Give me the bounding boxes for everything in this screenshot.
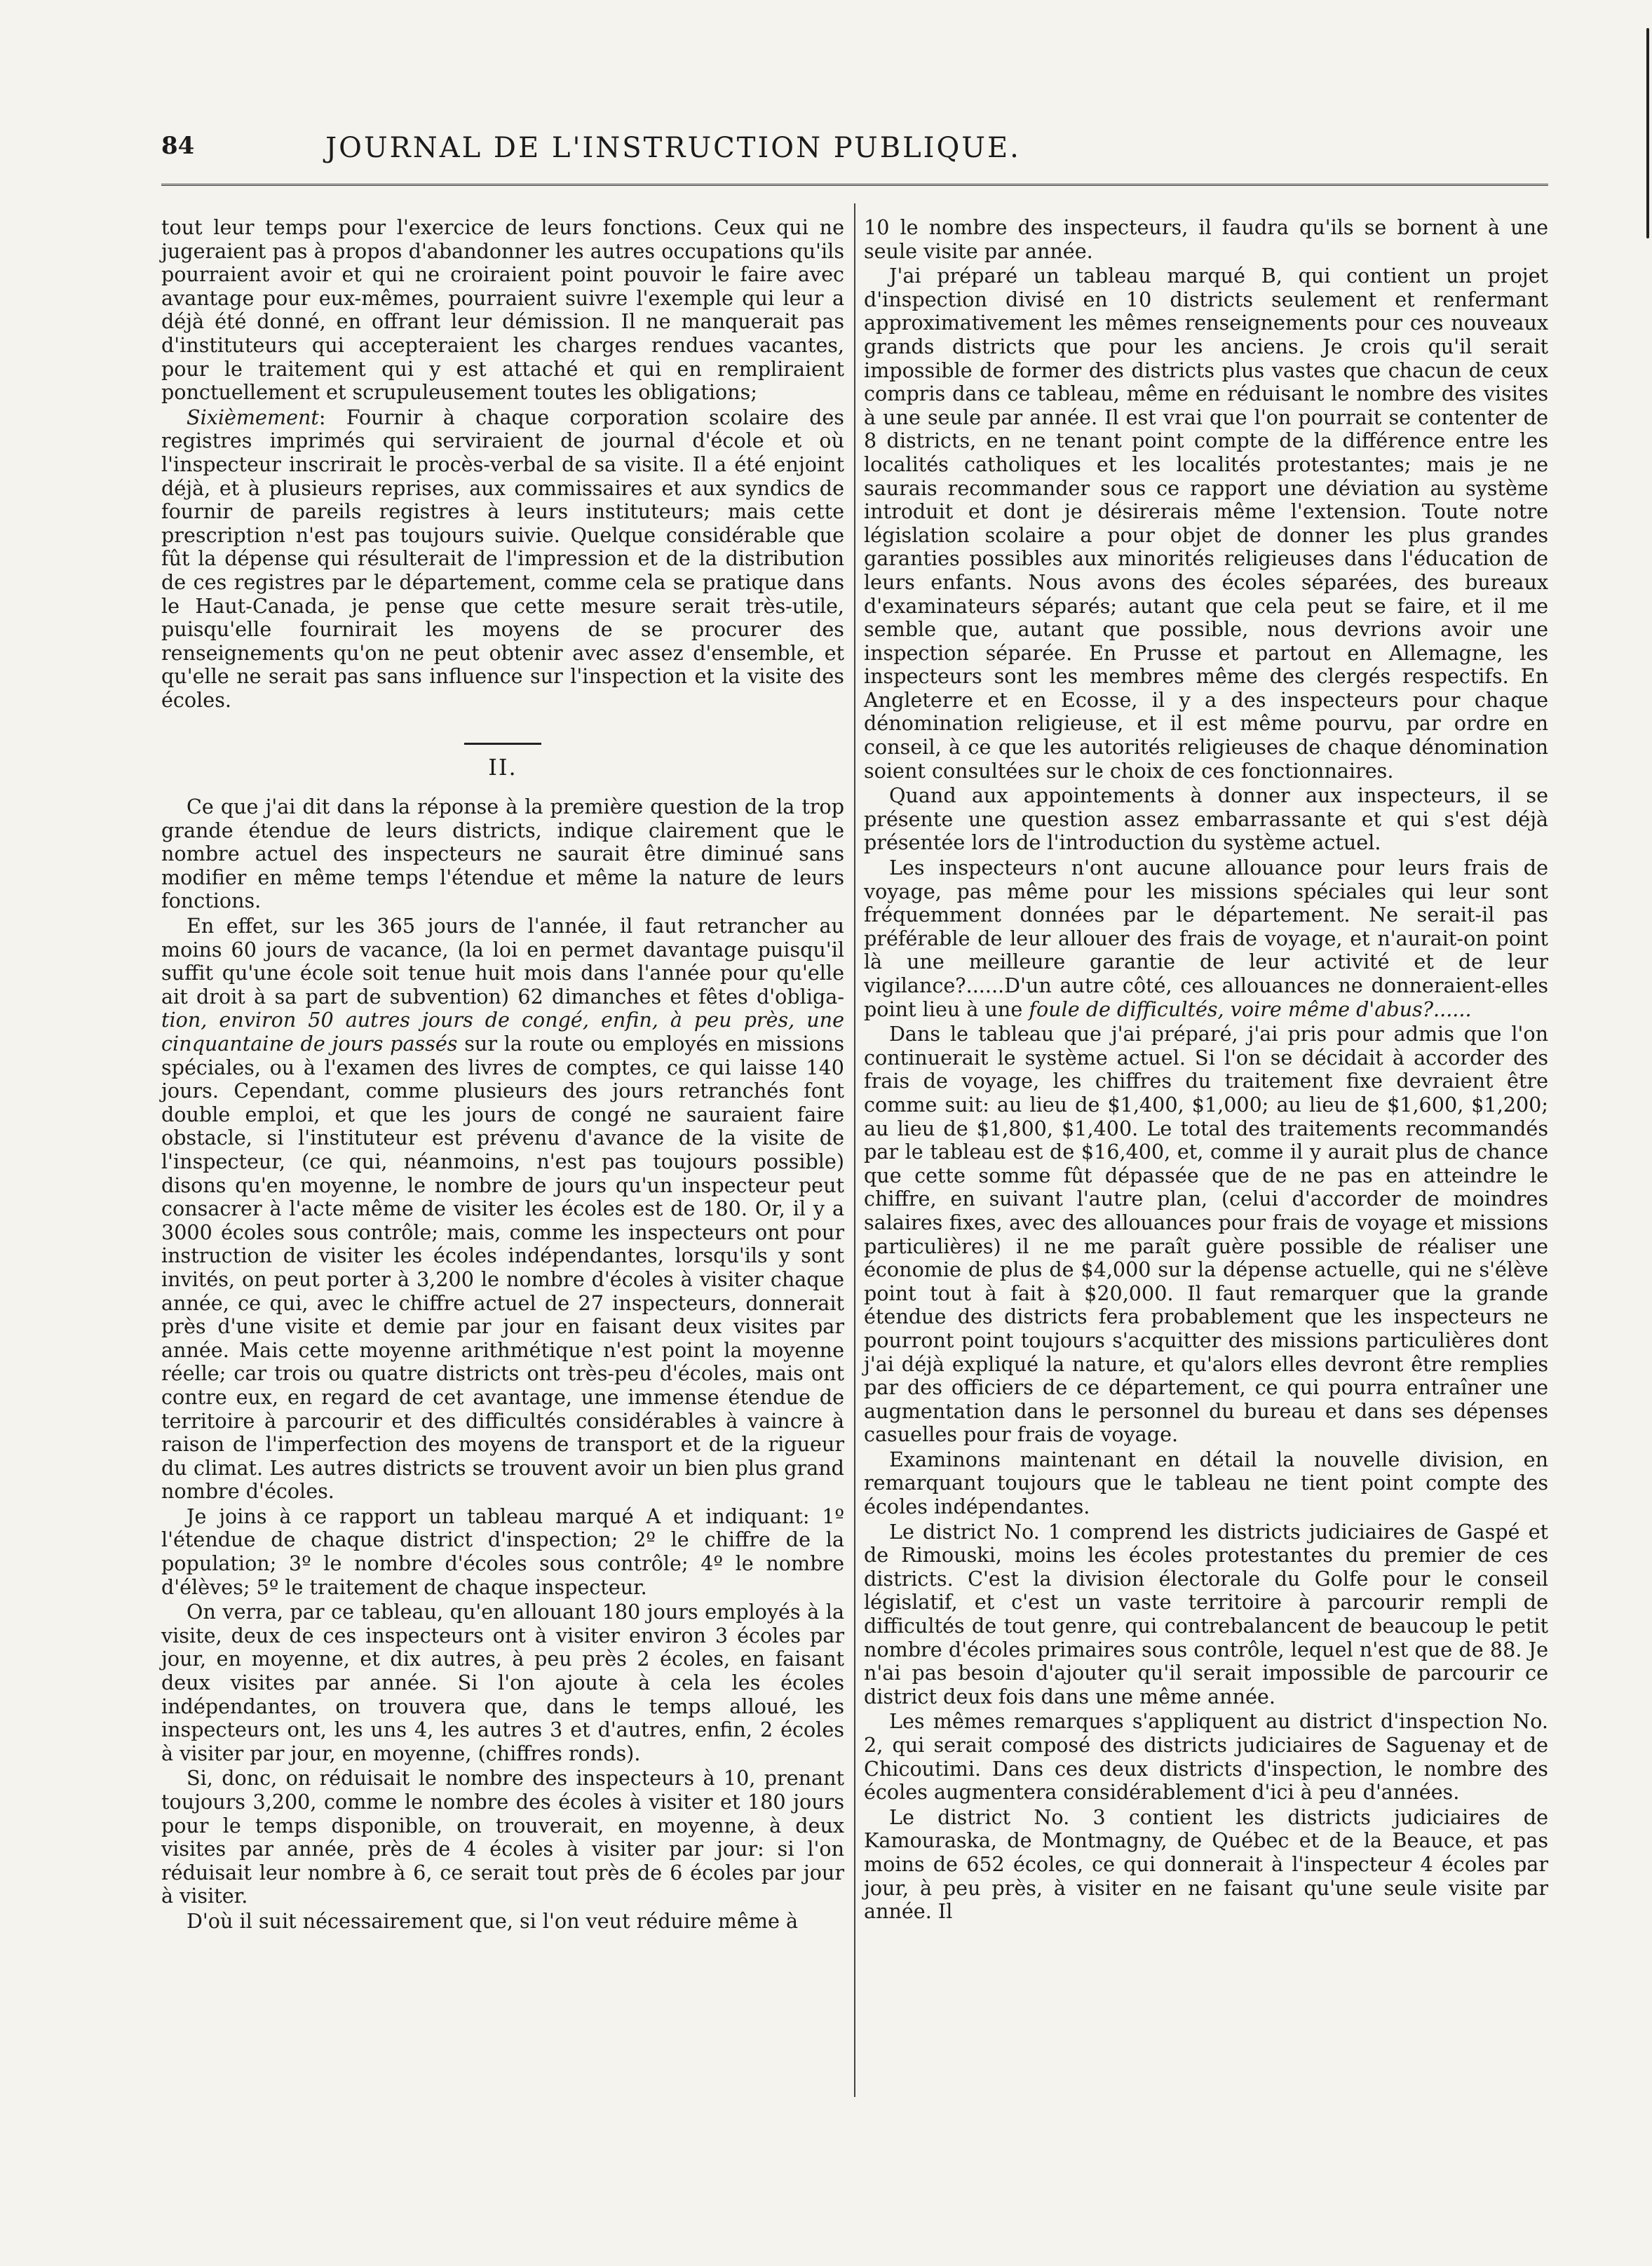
paragraph	[161, 406, 844, 713]
journal-title: JOURNAL DE L'INSTRUCTION PUBLIQUE.	[325, 132, 1021, 164]
paragraph: Examinons maintenant en détail la nouvelle division, en remarquant toujours que le tableau ne tient point compte des écoles indépendantes.	[864, 1447, 1548, 1519]
paragraph: D'où il suit nécessairement que, si l'on veut réduire même à	[187, 1908, 798, 1933]
paragraph: On verra, par ce tableau, qu'en allouant 180 jours employés à la visite, deux de ces inspecteurs ont à visiter environ 3 écoles par jour, en moyenne, et dix autres, à peu près 2 écoles, en faisant deux visites par année. Si l'on ajoute à cela les écoles indépendantes, on trouvera que, dans le temps alloué, les inspecteurs ont, les uns 4, les autres 3 et d'autres, enfin, 2 écoles à visiter par jour, en moyenne, (chiffres ronds).	[161, 1600, 844, 1765]
paragraph-italic: foule de difficultés, voire même d'abus?......	[1029, 997, 1472, 1021]
column-divider	[854, 203, 855, 2097]
left-column	[161, 216, 844, 1934]
paragraph: Le district No. 3 contient les districts judiciaires de Kamouraska, de Montmagny, de Québec et de la Beauce, et pas moins de 652 écoles, ce qui donnerait à l'inspecteur 4 écoles par jour, à peu près, à visiter en ne faisant qu'une seule visite par année. Il	[864, 1805, 1548, 1924]
paragraph-text: Les inspecteurs n'ont aucune allouance pour leurs frais de voyage, pas même pour les missions spéciales qui leur sont fréquemment données par le département. Ne serait-il pas préférable de leur allouer des frais de voyage, et n'aurait-on point là une meilleure garantie de leur activité et de leur vigilance?......D'un autre côté, ces allouances ne donneraient-elles point lieu à une	[864, 856, 1548, 1021]
paragraph-text: : Fournir à chaque corporation scolaire des registres imprimés qui serviraient de journal d'école et où l'inspecteur inscrirait le procès-verbal de sa visite. Il a été enjoint déjà, et à plusieurs reprises, aux commissaires et aux syndics de fournir de pareils registres à leurs instituteurs; mais cette prescription n'est pas toujours suivie. Quelque considérable que fût la dépense qui résulterait de l'impression et de la distribution de ces registres par le département, comme cela se pratique dans le Haut-Canada, je pense que cette mesure serait très-utile, puisqu'elle fournirait les moyens de se procurer des renseignements qu'on ne peut obtenir avec assez d'ensemble, et qu'elle ne serait pas sans influence sur l'inspection et la visite des écoles.	[161, 405, 844, 712]
paragraph: J'ai préparé un tableau marqué B, qui contient un projet d'inspection divisé en 10 districts seulement et renfermant approximativement les mêmes renseignements pour ces nouveaux grands districts que pour les anciens. Je crois qu'il serait impossible de former des districts plus vastes que chacun de ceux compris dans ce tableau, même en réduisant le nombre des visites à une seule par année. Il est vrai que l'on pourrait se contenter de 8 districts, en ne tenant point compte de la différence entre les localités catholiques et les localités protestantes; mais je ne saurais recommander sous ce rapport une déviation au système introduit et dont je désirerais même l'extension. Toute notre législation scolaire a pour objet de donner les plus grandes garanties possibles aux minorités religieuses dans l'éducation de leurs enfants. Nous avons des écoles séparées, des bureaux d'examinateurs séparés; autant que cela peut se faire, et il me semble que, autant que possible, nous devrions avoir une inspection séparée. En Prusse et partout en Allemagne, les inspecteurs sont les membres même des clergés respectifs. En Angleterre et en Ecosse, il y a des inspecteurs pour chaque dénomination religieuse, et il est même pourvu, par ordre en conseil, à ce que les autorités religieuses de chaque dénomination soient consultées sur le choix de ces fonctionnaires.	[864, 264, 1548, 783]
paragraph: Dans le tableau que j'ai préparé, j'ai pris pour admis que l'on continuerait le système actuel. Si l'on se décidait à accorder des frais de voyage, les chiffres du traitement fixe devraient être comme suit: au lieu de $1,400, $1,000; au lieu de $1,600, $1,200; au lieu de $1,800, $1,400. Le total des traitements recommandés par le tableau est de $16,400, et, comme il y aurait plus de chance que cette somme fût dépassée que de ne pas en atteindre le chiffre, en suivant l'autre plan, (celui d'accorder de moindres salaires fixes, avec des allouances pour frais de voyage et missions particulières) il ne me paraît guère possible de réaliser une économie de plus de $4,000 sur la dépense actuelle, qui ne s'élève point tout à fait à $20,000. Il faut remarquer que la grande étendue des districts fera probablement que les inspecteurs ne pourront point toujours s'acquitter des missions particulières dont j'ai déjà expliqué la nature, et qu'alors elles devront être remplies par des officiers de ce département, ce qui pourra entraîner une augmentation dans le personnel du bureau et dans ses dépenses casuelles pour frais de voyage.	[864, 1022, 1548, 1447]
paragraph: Les mêmes remarques s'appliquent au district d'inspection No. 2, qui serait composé des districts judiciaires de Saguenay et de Chicoutimi. Dans ces deux districts d'inspection, le nombre des écoles augmentera considérablement d'ici à peu d'années.	[864, 1709, 1548, 1805]
paragraph: Si, donc, on réduisait le nombre des inspecteurs à 10, prenant toujours 3,200, comme le nombre des écoles à visiter et 180 jours pour le temps disponible, on trouverait, en moyenne, à deux visites par année, près de 4 écoles à visiter par jour: si l'on réduisait leur nombre à 6, ce serait tout près de 6 écoles par jour à visiter.	[161, 1766, 844, 1908]
paragraph-text: sur la route ou employés en missions spéciales, ou à l'examen des livres de comptes, ce qui laisse 140 jours. Cependant, comme plusieurs des jours retranchés font double emploi, et que les jours de congé ne sauraient faire obstacle, si l'instituteur est prévenu d'avance de la visite de l'inspecteur, (ce qui, néanmoins, n'est pas toujours possible) disons qu'en moyenne, le nombre de jours qu'un inspecteur peut consacrer à l'acte même de visiter les écoles est de 180. Or, il y a 3000 écoles sous contrôle; mais, comme les inspecteurs ont pour instruction de visiter les écoles indépendantes, lorsqu'ils y sont invités, on peut porter à 3,200 le nombre d'écoles à visiter chaque année, ce qui, avec le chiffre actuel de 27 inspecteurs, donnerait près d'une visite et demie par jour en faisant deux visites par année. Mais cette moyenne arithmétique n'est point la moyenne réelle; car trois ou quatre districts ont très-peu d'écoles, mais ont contre eux, en regard de cet avantage, une immense étendue de territoire à parcourir et des difficultés considérables à vaincre à raison de l'imperfection des moyens de transport et de la rigueur du climat. Les autres districts se trouvent avoir un bien plus grand nombre d'écoles.	[161, 1032, 844, 1504]
header-rule	[161, 184, 1548, 186]
paragraph: Je joins à ce rapport un tableau marqué A et indiquant: 1º l'étendue de chaque district d'inspection; 2º le chiffre de la population; 3º le nombre d'écoles sous contrôle; 4º le nombre d'élèves; 5º le traitement de chaque inspecteur.	[161, 1504, 844, 1599]
paragraph: Ce que j'ai dit dans la réponse à la première question de la trop grande étendue de leurs districts, indique clairement que le nombre actuel des inspecteurs ne saurait être diminué sans modifier en même temps l'étendue et même la nature de leurs fonctions.	[161, 795, 844, 913]
section-rule	[464, 743, 541, 745]
paragraph	[161, 915, 844, 1504]
paragraph-italic: tion, environ 50 autres jours de congé, enfin, à peu près, une cinquantaine de jours passés	[161, 1008, 844, 1056]
paragraph: Quand aux appointements à donner aux inspecteurs, il se présente une question assez embarrassante et qui s'est déjà présentée lors de l'introduction du système actuel.	[864, 783, 1548, 855]
section-heading: II.	[488, 754, 517, 781]
right-column	[864, 216, 1548, 1924]
paragraph-lead: Sixièmement	[187, 405, 319, 429]
page-number: 84	[161, 132, 195, 160]
paragraph-text: En effet, sur les 365 jours de l'année, il faut retrancher au moins 60 jours de vacance, (la loi en permet davantage puisqu'il suffit qu'une école soit tenue huit mois dans l'année pour qu'elle ait droit à sa part de subvention) 62 dimanches et fêtes d'obliga-	[161, 914, 844, 1009]
paragraph: tout leur temps pour l'exercice de leurs fonctions. Ceux qui ne jugeraient pas à propos d'abandonner les autres occupations qu'ils pourraient avoir et qui ne croiraient point pouvoir le faire avec avantage pour eux-mêmes, pourraient suivre l'exemple qui leur a déjà été donné, en offrant leur démission. Il ne manquerait pas d'instituteurs qui accepteraient les charges rendues vacantes, pour le traitement qui y est attaché et qui en rempliraient ponctuellement et scrupuleusement toutes les obligations;	[161, 215, 844, 405]
page-edge-mark	[1646, 28, 1649, 238]
paragraph: Le district No. 1 comprend les districts judiciaires de Gaspé et de Rimouski, moins les écoles protestantes du premier de ces districts. C'est la division électorale du Golfe pour le conseil législatif, et c'est un vaste territoire à parcourir rempli de difficultés de tout genre, qui contrebalancent de beaucoup le petit nombre d'écoles primaires sous contrôle, lequel n'est que de 88. Je n'ai pas besoin d'ajouter qu'il serait impossible de parcourir ce district deux fois dans une même année.	[864, 1519, 1548, 1708]
paragraph	[864, 856, 1548, 1021]
page-header	[161, 125, 1185, 174]
paragraph: 10 le nombre des inspecteurs, il faudra qu'ils se bornent à une seule visite par année.	[864, 215, 1548, 263]
